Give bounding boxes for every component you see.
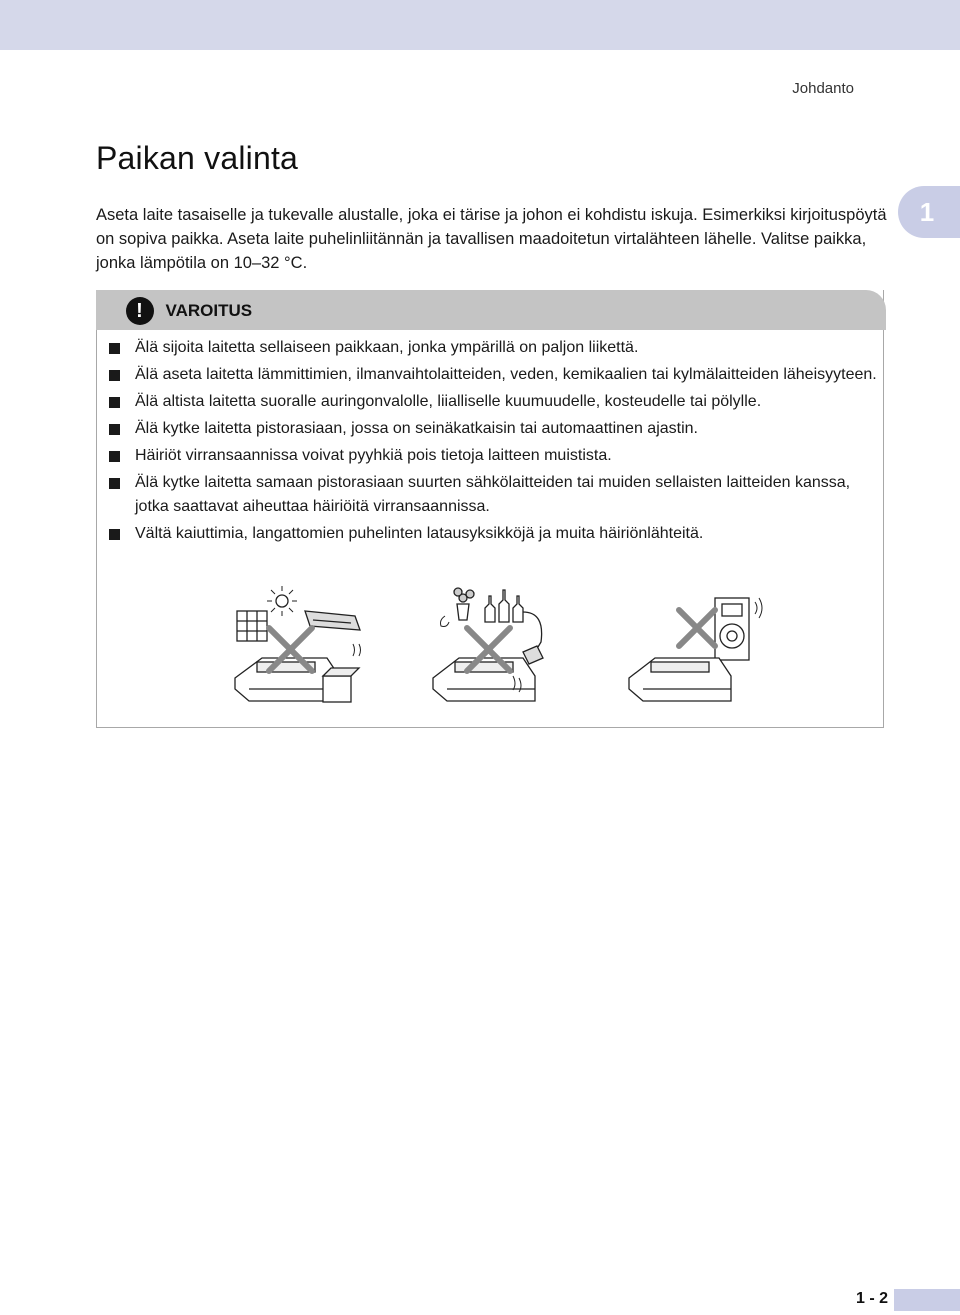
square-bullet-icon	[109, 529, 120, 540]
warning-header	[96, 290, 886, 330]
intro-paragraph: Aseta laite tasaiselle ja tukevalle alustalle, joka ei tärise ja johon ei kohdistu iskuja. Esimerkiksi kirjoituspöytä on sopiva paikka. Aseta laite puhelinliitännän ja tavallisen maadoitetun virtalähteen lähelle. Valitse paikka, jonka lämpötila on 10–32 °C.	[96, 206, 887, 272]
list-item: Vältä kaiuttimia, langattomien puhelinten latausyksikköjä ja muita häiriönlähteitä.	[107, 522, 877, 546]
illustration-heat-sources	[227, 586, 377, 726]
square-bullet-icon	[109, 370, 120, 381]
page-number-bar	[894, 1289, 960, 1311]
list-item: Älä kytke laitetta pistorasiaan, jossa on seinäkatkaisin tai automaattinen ajastin.	[107, 417, 877, 441]
warning-title: VAROITUS	[165, 301, 253, 320]
page-number: 1 - 2	[855, 1290, 888, 1307]
list-item: Älä altista laitetta suoralle auringonvalolle, liialliselle kuumuudelle, kosteudelle tai pölylle.	[107, 390, 877, 414]
warning-list	[107, 336, 877, 549]
square-bullet-icon	[109, 478, 120, 489]
chapter-tab: 1	[898, 186, 960, 238]
running-header: Johdanto	[792, 80, 854, 97]
illustration-speaker	[619, 586, 769, 726]
illustration-water-chemicals	[423, 586, 573, 726]
list-item: Häiriöt virransaannissa voivat pyyhkiä pois tietoja laitteen muistista.	[107, 444, 877, 468]
square-bullet-icon	[109, 424, 120, 435]
warning-box	[96, 290, 884, 728]
square-bullet-icon	[109, 343, 120, 354]
page-title: Paikan valinta	[96, 140, 299, 176]
list-item: Älä sijoita laitetta sellaiseen paikkaan, jonka ympärillä on paljon liikettä.	[107, 336, 877, 360]
square-bullet-icon	[109, 451, 120, 462]
square-bullet-icon	[109, 397, 120, 408]
top-band	[0, 0, 960, 50]
list-item: Älä aseta laitetta lämmittimien, ilmanvaihtolaitteiden, veden, kemikaalien tai kylmälaitteiden läheisyyteen.	[107, 363, 877, 387]
list-item: Älä kytke laitetta samaan pistorasiaan suurten sähkölaitteiden tai muiden sellaisten laitteiden kanssa, jotka saattavat aiheuttaa häiriöitä virransaannissa.	[107, 471, 877, 519]
exclamation-icon: !	[126, 297, 154, 325]
